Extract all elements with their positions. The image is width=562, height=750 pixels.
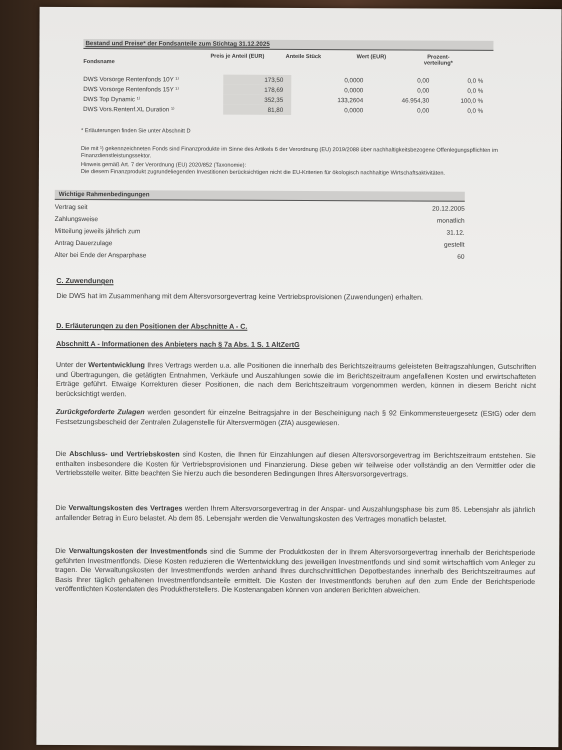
condition-value: 20.12.2005 — [432, 205, 465, 213]
fund-value-cell: 46.954,30 — [401, 96, 430, 105]
paragraph-text: sind Kosten, die Ihnen für Einzahlungen auf diesen Altersvorsorgevertrag im Berichtszeitraum entstehen. Sie enthalten insbesondere die Kosten für Vertriebsprovisionen und Finanzierung. Diese geben wir teilweise oder vollständig an den Vermittler oder die Vertriebsstelle weiter. Bitte beachten Sie hierzu auch die besonderen Bedingungen Ihres Altersvorsorgevertrags. — [55, 450, 536, 479]
fund-price-cell: 352,35 — [223, 95, 291, 105]
footnote-taxonomy: Hinweis gemäß Art. 7 der Verordnung (EU) 2020/852 (Taxonomie): — [80, 162, 247, 169]
fund-name-cell: DWS Vorsorge Rentenfonds 15Y ¹⁾ — [83, 85, 179, 93]
condition-value: gestellt — [443, 241, 465, 249]
fund-price-cell: 81,80 — [223, 105, 291, 115]
paragraph-text: Die — [55, 503, 69, 512]
section-c-heading: C. Zuwendungen — [56, 276, 114, 286]
fund-share-cell: 0,0 % — [467, 77, 484, 85]
paragraph-text: Ihres Vertrags werden u.a. alle Positionen die innerhalb des Berichtszeitraums geleisteten Beitragszahlungen, Gutschriften und Übertragungen, die getätigten Entnahmen, Verkäufe und Auszahlungen sowie die im Berichtszeitraum angefallenen Kosten und erwirtschafteten Erträge geführt. Etwaige Korrekturen dieser Positionen, die nach dem Berichtszeitraum vorgenommen werden, können in diesem Bericht nicht berücksichtigt werden. — [55, 361, 537, 399]
funds-table-body — [83, 74, 493, 116]
paragraph-verwaltungskosten-vertrag — [55, 504, 535, 525]
paragraph-abschlusskosten — [56, 450, 536, 481]
section-d-heading: D. Erläuterungen zu den Positionen der Abschnitte A - C. — [56, 321, 248, 331]
col-header-units: Anteile Stück — [285, 53, 322, 61]
fund-name-cell: DWS Vors.Rentenf.XL Duration ¹⁾ — [83, 105, 175, 113]
col-header-value: Wert (EUR) — [356, 54, 387, 61]
footnote-article6: Die mit ¹) gekennzeichneten Fonds sind Finanzprodukte im Sinne des Artikels 6 der Verordnung (EU) 2019/2088 über nachhaltigkeitsbezogene Offenlegungspflichten im Finanzdienstleistungssektor. — [80, 146, 498, 160]
section-a-subheading: Abschnitt A - Informationen des Anbieters nach § 7a Abs. 1 S. 1 AltZertG — [56, 339, 300, 350]
paragraph-text: Die — [55, 546, 69, 555]
col-header-share: Prozent-verteilung* — [423, 54, 453, 67]
paragraph-text: Die — [55, 449, 70, 458]
fund-units-cell: 0,0000 — [344, 86, 364, 94]
paragraph-verwaltungskosten-fonds — [55, 547, 535, 597]
condition-row — [54, 252, 464, 265]
footnote-star: * Erläuterungen finden Sie unter Abschnitt D — [81, 128, 191, 135]
fund-share-cell: 0,0 % — [467, 87, 484, 95]
fund-price-cell: 178,69 — [223, 85, 291, 95]
paragraph-term: Abschluss- und Vertriebskosten — [69, 449, 180, 459]
condition-row — [55, 204, 465, 217]
fund-units-cell: 0,0000 — [344, 76, 364, 84]
paragraph-zulagen — [56, 408, 536, 429]
fund-price-cell: 173,50 — [223, 75, 291, 85]
table-row — [83, 104, 493, 116]
fund-value-cell: 0,00 — [417, 77, 430, 85]
condition-label: Zahlungsweise — [54, 215, 99, 224]
condition-value: monatlich — [436, 217, 465, 225]
condition-label: Vertrag seit — [54, 203, 88, 212]
condition-label: Mitteilung jeweils jährlich zum — [54, 227, 141, 236]
fund-name-cell: DWS Top Dynamic ¹⁾ — [83, 95, 141, 103]
condition-label: Antrag Dauerzulage — [54, 239, 113, 248]
fund-value-cell: 0,00 — [417, 87, 430, 95]
paragraph-text: werden gesondert für einzelne Beitragsjahre in der Bescheinigung nach § 92 Einkommensteuergesetz (EStG) oder dem Festsetzungsbescheid der Zentralen Zulagenstelle für Altersvermögen (ZfA) ausgewiesen. — [55, 408, 536, 427]
footnote-eu-criteria: Die diesem Finanzprodukt zugrundeliegenden Investitionen berücksichtigen nicht die EU-Kriterien für ökologisch nachhaltige Wirtschaftsaktivitäten. — [80, 169, 446, 177]
section-c-text: Die DWS hat im Zusammenhang mit dem Altersvorsorgevertrag keine Vertriebsprovisionen (Zuwendungen) erhalten. — [56, 291, 424, 302]
condition-row — [55, 216, 465, 229]
paragraph-text: sind die Summe der Produktkosten der in Ihrem Altersvorsorgevertrag innerhalb der Berichtsperiode geführten Investmentfonds. Diese Kosten reduzieren die Wertentwicklung des jeweiligen Investmentfonds und sind somit wirtschaftlich vom Anleger zu tragen. Die Verwaltungskosten der Investmentfonds werden anhand Ihres durchschnittlichen Depotbestandes innerhalb des Berichtszeitraumes auf Basis Ihrer täglich gehaltenen Investmentfondsanteile ermittelt. Die Kosten der Investmentfonds beruhen auf den zum Ende der Berichtsperiode veröffentlichten Kostendaten des Produktherstellers. Die Kostenangaben können von anderen Berichten abweichen. — [55, 547, 536, 595]
paragraph-wertentwicklung — [56, 361, 536, 401]
paragraph-term: Wertentwicklung — [88, 361, 145, 370]
paragraph-term: Verwaltungskosten der Investmentfonds — [68, 546, 208, 556]
document-page — [36, 7, 561, 747]
condition-value: 60 — [457, 253, 465, 261]
fund-value-cell: 0,00 — [417, 107, 430, 115]
condition-row — [55, 228, 465, 241]
funds-table-title: Bestand und Preise* der Fondsanteile zum Stichtag 31.12.2025 — [85, 40, 270, 48]
fund-units-cell: 133,2604 — [337, 96, 364, 104]
fund-units-cell: 0,0000 — [344, 106, 364, 114]
fund-share-cell: 0,0 % — [467, 107, 484, 115]
paragraph-term: Verwaltungskosten des Vertrages — [68, 503, 183, 513]
paragraph-text: werden Ihrem Altersvorsorgevertrag in der Anspar- und Auszahlungsphase bis zum 85. Lebensjahr als jährlich anfallender Betrag in Euro belastet. Ab dem 85. Lebensjahr werden die Verwaltungskosten des Vertrages monatlich belastet. — [55, 504, 536, 524]
condition-label: Alter bei Ende der Ansparphase — [54, 251, 147, 260]
fund-name-cell: DWS Vorsorge Rentenfonds 10Y ¹⁾ — [83, 75, 179, 83]
col-header-price: Preis je Anteil (EUR) — [210, 53, 265, 60]
conditions-title: Wichtige Rahmenbedingungen — [58, 190, 150, 199]
col-header-fund-name: Fondsname — [83, 59, 115, 66]
paragraph-term: Zurückgeforderte Zulagen — [55, 407, 145, 417]
condition-row — [55, 240, 465, 253]
paragraph-text: Unter der — [56, 360, 89, 370]
fund-share-cell: 100,0 % — [460, 97, 484, 105]
condition-value: 31.12. — [446, 229, 465, 237]
